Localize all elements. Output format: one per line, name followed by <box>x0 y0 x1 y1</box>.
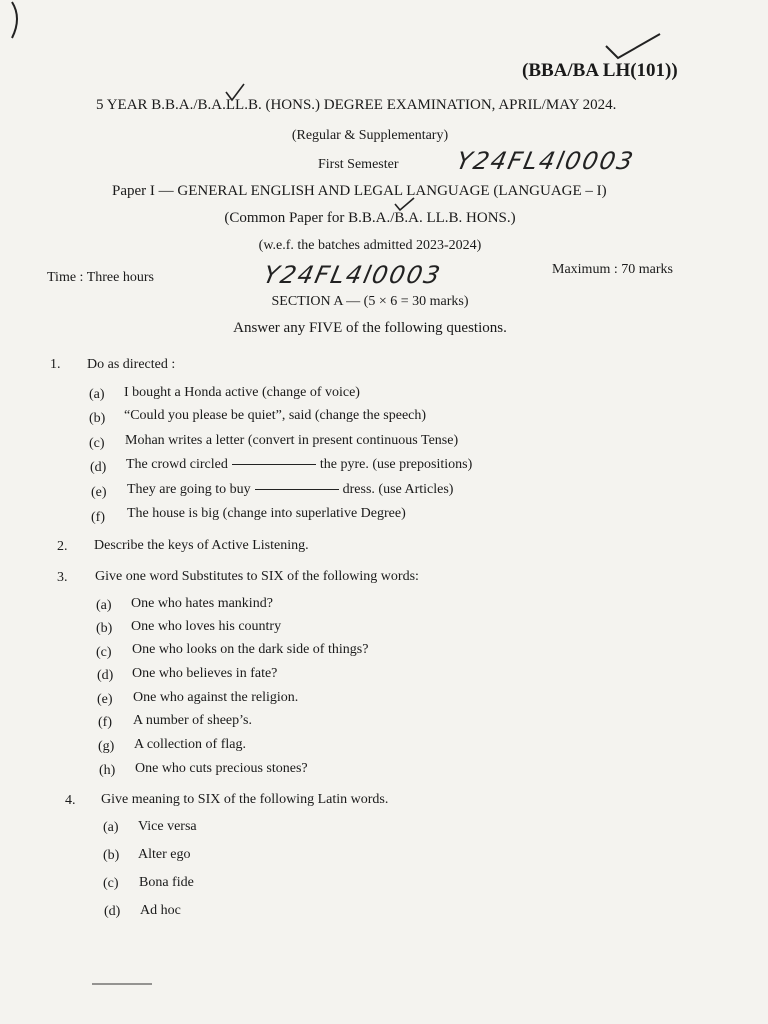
roll-number-handwritten: Y24FL4l0003 <box>454 147 638 175</box>
item-label: (c) <box>96 645 112 660</box>
item-text: One who loves his country <box>131 619 282 634</box>
item-label: (a) <box>89 387 105 402</box>
question-text: Do as directed : <box>87 357 176 372</box>
item-text: I bought a Honda active (change of voice) <box>124 385 360 400</box>
item-text: A collection of flag. <box>134 737 246 752</box>
tick-mark-code <box>606 34 660 58</box>
paper-title: Paper I — GENERAL ENGLISH AND LEGAL LANGUAGE (LANGUAGE – I) <box>112 183 607 199</box>
time-allowed: Time : Three hours <box>47 270 154 285</box>
item-label: (d) <box>104 904 121 919</box>
item-text: A number of sheep’s. <box>133 713 252 728</box>
question-number: 4. <box>65 793 76 808</box>
item-label: (g) <box>98 739 115 754</box>
item-text: Bona fide <box>139 875 194 890</box>
item-label: (f) <box>91 510 105 525</box>
question-number: 2. <box>57 539 68 554</box>
margin-stroke <box>12 2 17 38</box>
item-text: One who cuts precious stones? <box>135 761 308 776</box>
roll-number-handwritten-2: Y24FL4l0003 <box>261 261 445 289</box>
item-text: The house is big (change into superlative Degree) <box>127 506 406 521</box>
question-text: Give one word Substitutes to SIX of the following words: <box>95 569 419 584</box>
wef-note: (w.e.f. the batches admitted 2023-2024) <box>258 238 482 253</box>
item-label: (h) <box>99 763 116 778</box>
section-title: SECTION A — (5 × 6 = 30 marks) <box>271 294 469 309</box>
item-text-post: the pyre. (use prepositions) <box>319 457 473 472</box>
item-text: One who looks on the dark side of things? <box>132 642 369 657</box>
common-paper: (Common Paper for B.B.A./B.A. LL.B. HONS.) <box>224 210 516 226</box>
item-label: (c) <box>103 876 119 891</box>
answer-blank <box>232 464 316 465</box>
item-label: (b) <box>96 621 113 636</box>
exam-title: 5 YEAR B.B.A./B.A.LL.B. (HONS.) DEGREE EXAMINATION, APRIL/MAY 2024. <box>96 97 617 113</box>
item-label: (d) <box>90 460 107 475</box>
item-text: Vice versa <box>138 819 197 834</box>
item-text: “Could you please be quiet”, said (change the speech) <box>124 408 427 423</box>
paper-code: (BBA/BA LH(101)) <box>522 60 678 81</box>
item-label: (a) <box>96 598 112 613</box>
semester: First Semester <box>318 157 399 172</box>
exam-type: (Regular & Supplementary) <box>291 128 449 143</box>
item-label: (e) <box>97 692 113 707</box>
answer-blank <box>255 489 339 490</box>
item-text <box>127 482 453 498</box>
item-text-post: dress. (use Articles) <box>342 482 454 497</box>
item-label: (e) <box>91 485 107 500</box>
item-text: Mohan writes a letter (convert in present continuous Tense) <box>125 433 459 448</box>
item-label: (d) <box>97 668 114 683</box>
item-text: Alter ego <box>138 847 191 862</box>
item-label: (f) <box>98 715 112 730</box>
question-text: Give meaning to SIX of the following Latin words. <box>101 792 389 807</box>
item-label: (b) <box>103 848 120 863</box>
item-text: One who believes in fate? <box>132 666 278 681</box>
item-text: One who against the religion. <box>133 690 299 705</box>
item-text-pre: The crowd circled <box>126 457 228 472</box>
item-label: (c) <box>89 436 105 451</box>
maximum-marks: Maximum : 70 marks <box>552 262 673 277</box>
item-label: (a) <box>103 820 119 835</box>
item-text <box>126 457 472 473</box>
instruction: Answer any FIVE of the following questions. <box>233 320 507 336</box>
question-number: 3. <box>57 570 68 585</box>
question-text: Describe the keys of Active Listening. <box>94 538 309 553</box>
question-number: 1. <box>50 357 61 372</box>
item-text: One who hates mankind? <box>131 596 273 611</box>
item-text-pre: They are going to buy <box>127 482 251 497</box>
item-label: (b) <box>89 411 106 426</box>
item-text: Ad hoc <box>140 903 181 918</box>
